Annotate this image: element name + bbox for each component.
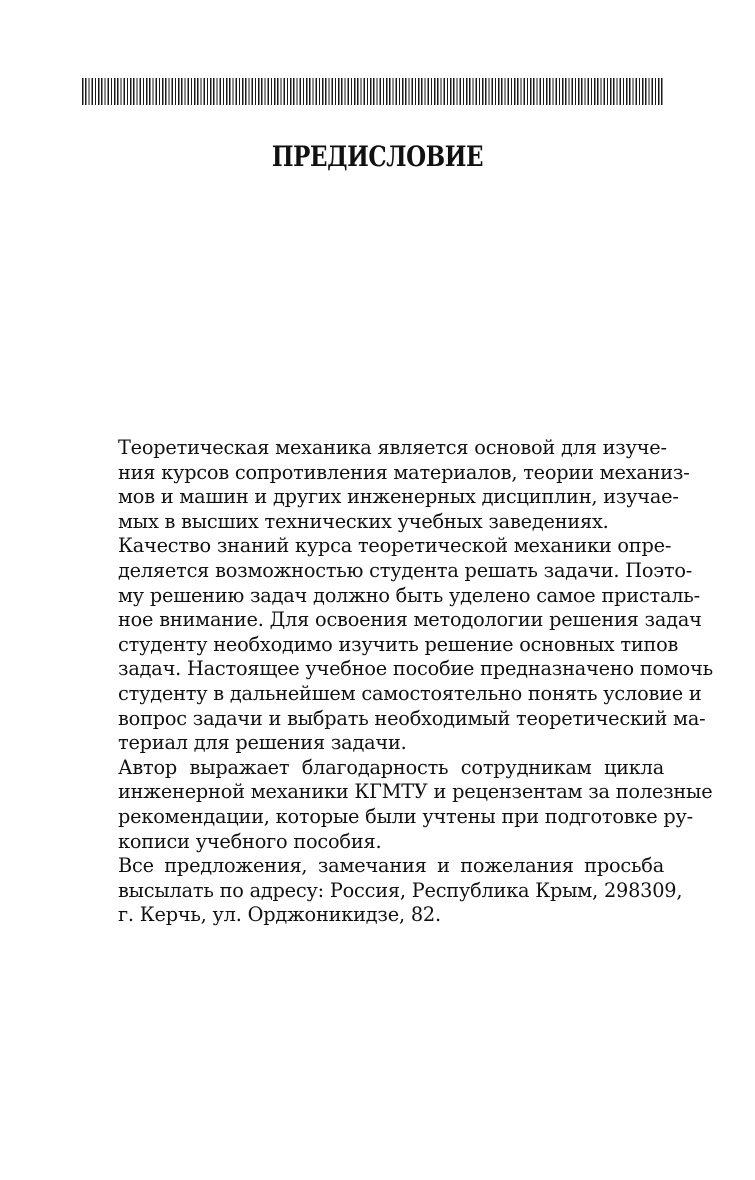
text-line: деляется возможностью студента решать задачи. Поэто- [118, 558, 693, 582]
paragraph-3 [82, 755, 713, 854]
text-line: студенту необходимо изучить решение основных типов [118, 632, 679, 656]
text-line: мых в высших технических учебных заведениях. [118, 509, 609, 533]
preface-body [82, 436, 713, 928]
text-line: высылать по адресу: Россия, Республика Крым, 298309, [118, 878, 683, 902]
text-line: Автор выражает благодарность сотрудникам цикла [118, 755, 664, 779]
decorative-top-rule [82, 78, 664, 105]
text-line: кописи учебного пособия. [118, 829, 382, 853]
paragraph-4 [82, 854, 683, 928]
page-title: ПРЕДИСЛОВИЕ [271, 140, 484, 173]
text-line: рекомендации, которые были учтены при подготовке ру- [118, 804, 693, 828]
text-line: ное внимание. Для освоения методологии решения задач [118, 608, 702, 632]
text-line: Качество знаний курса теоретической механики опре- [118, 534, 672, 558]
text-line: му решению задач должно быть уделено самое присталь- [118, 583, 700, 607]
text-line: студенту в дальнейшем самостоятельно понять условие и [118, 681, 702, 705]
text-line: вопрос задачи и выбрать необходимый теоретический ма- [118, 706, 706, 730]
text-line: задач. Настоящее учебное пособие предназначено помочь [118, 657, 713, 681]
text-line: Теоретическая механика является основой для изуче- [118, 436, 667, 459]
text-line: г. Керчь, ул. Орджоникидзе, 82. [118, 903, 441, 927]
paragraph-1 [82, 436, 690, 534]
text-line: ния курсов сопротивления материалов, теории механиз- [118, 460, 690, 484]
text-line: Все предложения, замечания и пожелания просьба [118, 854, 664, 878]
paragraph-2 [82, 534, 713, 755]
text-line: инженерной механики КГМТУ и рецензентам за полезные [118, 780, 713, 804]
text-line: териал для решения задачи. [118, 731, 407, 755]
text-line: мов и машин и других инженерных дисциплин, изучае- [118, 485, 679, 509]
